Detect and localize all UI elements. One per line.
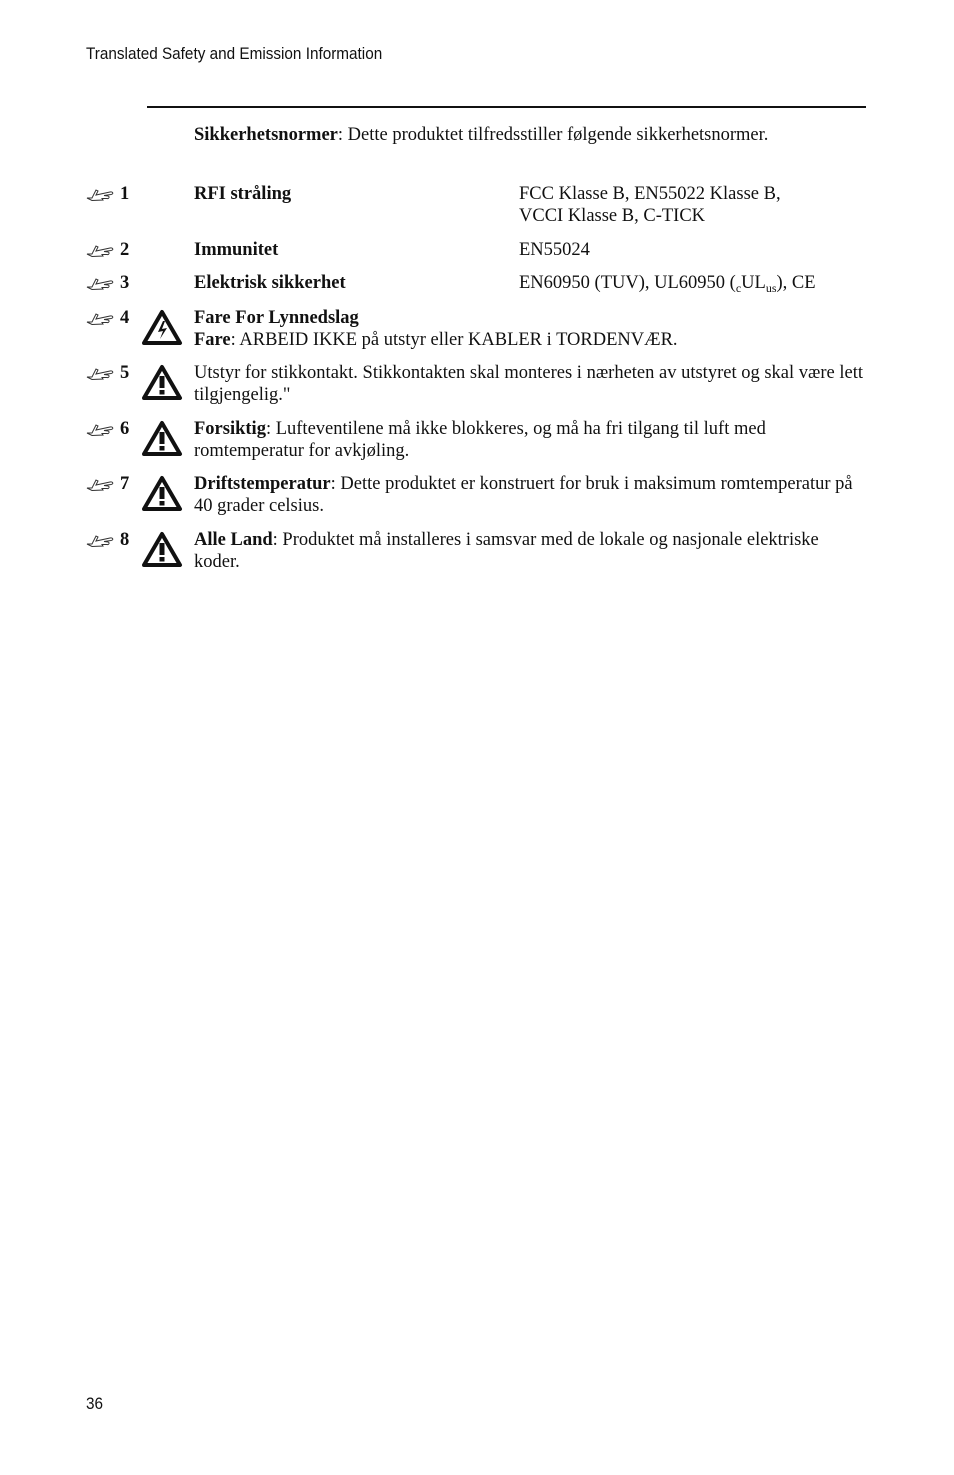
spec-value [519,183,869,227]
spec-value-subscript: us [765,281,777,295]
pointing-hand-icon [86,421,116,437]
warning-body: : ARBEID IKKE på utstyr eller KABLER i TORDENVÆR. [230,330,678,350]
exclamation-warning-icon [141,420,183,457]
row-marker [86,239,129,261]
spec-value-line: VCCI Klasse B, C-TICK [519,206,706,226]
warning-term: Forsiktig [194,419,266,439]
pointing-hand-icon [86,310,116,326]
spec-value-part: UL [741,273,766,293]
row-number: 7 [120,474,130,494]
row-number: 1 [120,184,130,204]
row-number: 5 [120,363,130,383]
warning-term: Fare [194,330,231,350]
pointing-hand-icon [86,275,116,291]
warning-text [194,473,866,517]
warning-title: Fare For Lynnedslag [194,308,359,328]
spec-label: RFI stråling [194,184,292,204]
spec-value-part: ), CE [776,273,816,293]
row-marker [86,272,129,294]
header-rule [147,106,866,108]
lightning-warning-icon [141,309,183,346]
warning-text [194,418,866,462]
warning-term: Alle Land [194,530,273,550]
row-marker [86,307,129,329]
pointing-hand-icon [86,532,116,548]
exclamation-warning-icon [141,364,183,401]
spec-value [519,272,869,294]
spec-label: Elektrisk sikkerhet [194,273,346,293]
warning-text [194,307,866,351]
intro-term: Sikkerhetsnormer [194,125,338,145]
spec-value-line: FCC Klasse B, EN55022 Klasse B, [519,184,781,204]
row-marker [86,183,129,205]
warning-body: : Lufteventilene må ikke blokkeres, og må ha fri tilgang til luft med romtemperatur for avkjøling. [194,419,766,461]
page-number: 36 [86,1394,104,1413]
warning-body: : Dette produktet er konstruert for bruk i maksimum romtemperatur på 40 grader celsius. [194,474,853,516]
intro-paragraph [194,124,854,146]
warning-text: Utstyr for stikkontakt. Stikkontakten skal monteres i nærheten av utstyret og skal være lett tilgjengelig." [194,363,863,405]
row-marker [86,473,129,495]
pointing-hand-icon [86,365,116,381]
pointing-hand-icon [86,242,116,258]
spec-value-subscript: c [735,281,742,295]
exclamation-warning-icon [141,531,183,568]
spec-value: EN55024 [519,240,590,260]
row-number: 2 [120,240,130,260]
running-header: Translated Safety and Emission Information [86,44,383,63]
spec-value-part: EN60950 (TUV), UL60950 ( [519,273,736,293]
intro-text: : Dette produktet tilfredsstiller følgende sikkerhetsnormer. [337,125,769,145]
row-marker [86,362,129,384]
row-number: 8 [120,530,130,550]
pointing-hand-icon [86,476,116,492]
spec-label: Immunitet [194,240,279,260]
row-marker [86,529,129,551]
warning-term: Driftstemperatur [194,474,331,494]
row-number: 4 [120,308,130,328]
pointing-hand-icon [86,186,116,202]
exclamation-warning-icon [141,475,183,512]
row-number: 6 [120,419,130,439]
row-number: 3 [120,273,130,293]
row-marker [86,418,129,440]
warning-body: : Produktet må installeres i samsvar med de lokale og nasjonale elektriske koder. [194,530,819,572]
warning-text [194,529,866,573]
